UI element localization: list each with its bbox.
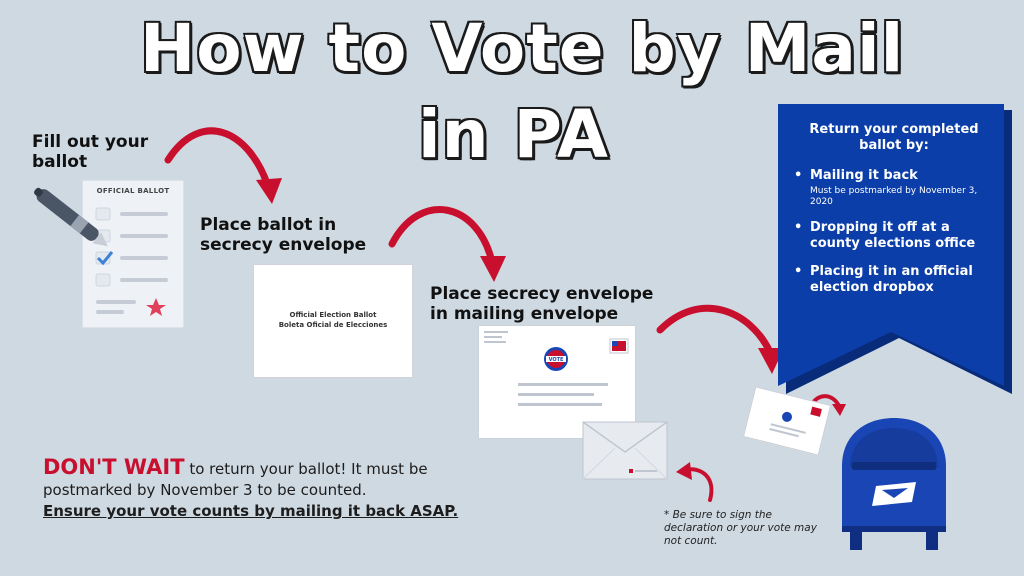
return-option-mail bbox=[790, 168, 998, 208]
return-option-dropbox-label: Placing it in an official election dropbox bbox=[810, 264, 973, 295]
dont-wait-emphasis: DON'T WAIT bbox=[43, 455, 185, 479]
arrow-step1-to-step2 bbox=[168, 131, 268, 186]
return-options-heading: Return your completed ballot by: bbox=[809, 122, 979, 153]
title-line-2: in PA bbox=[418, 96, 609, 173]
step-mailing-envelope-label: Place secrecy envelope in mailing envelope bbox=[430, 284, 654, 324]
return-option-dropbox bbox=[790, 264, 998, 296]
step-secrecy-envelope-label: Place ballot in secrecy envelope bbox=[200, 215, 367, 255]
envelope-back-icon bbox=[583, 422, 667, 479]
arrow-step2-to-step3 bbox=[392, 210, 492, 262]
secrecy-envelope-label bbox=[253, 310, 413, 330]
secrecy-envelope-line-2: Boleta Oficial de Elecciones bbox=[278, 321, 388, 329]
return-option-county-office bbox=[790, 220, 998, 252]
step-fill-out-label: Fill out your ballot bbox=[32, 132, 149, 172]
arrow-step3-to-mailbox bbox=[660, 308, 770, 352]
title-line-1: How to Vote by Mail bbox=[140, 10, 905, 87]
usps-mailbox-icon bbox=[836, 416, 952, 552]
vote-sticker-text: VOTE bbox=[548, 357, 564, 363]
ballot-card-header: OFFICIAL BALLOT bbox=[96, 187, 170, 195]
signature-footnote: * Be sure to sign the declaration or your vote may not count. bbox=[664, 509, 817, 547]
return-option-county-office-label: Dropping it off at a county elections office bbox=[810, 220, 976, 251]
secrecy-envelope-line-1: Official Election Ballot bbox=[289, 311, 377, 319]
dont-wait-message bbox=[43, 457, 513, 522]
dont-wait-cta: Ensure your vote counts by mailing it back ASAP. bbox=[43, 502, 459, 520]
dont-wait-body: to return your ballot! It must be postmarked by November 3 to be counted. bbox=[43, 460, 428, 499]
return-option-mail-note: Must be postmarked by November 3, 2020 bbox=[810, 186, 978, 207]
return-option-mail-label: Mailing it back bbox=[810, 168, 918, 183]
return-options-list bbox=[790, 168, 998, 296]
return-options-content bbox=[790, 122, 998, 308]
vote-sticker-icon bbox=[543, 346, 569, 372]
